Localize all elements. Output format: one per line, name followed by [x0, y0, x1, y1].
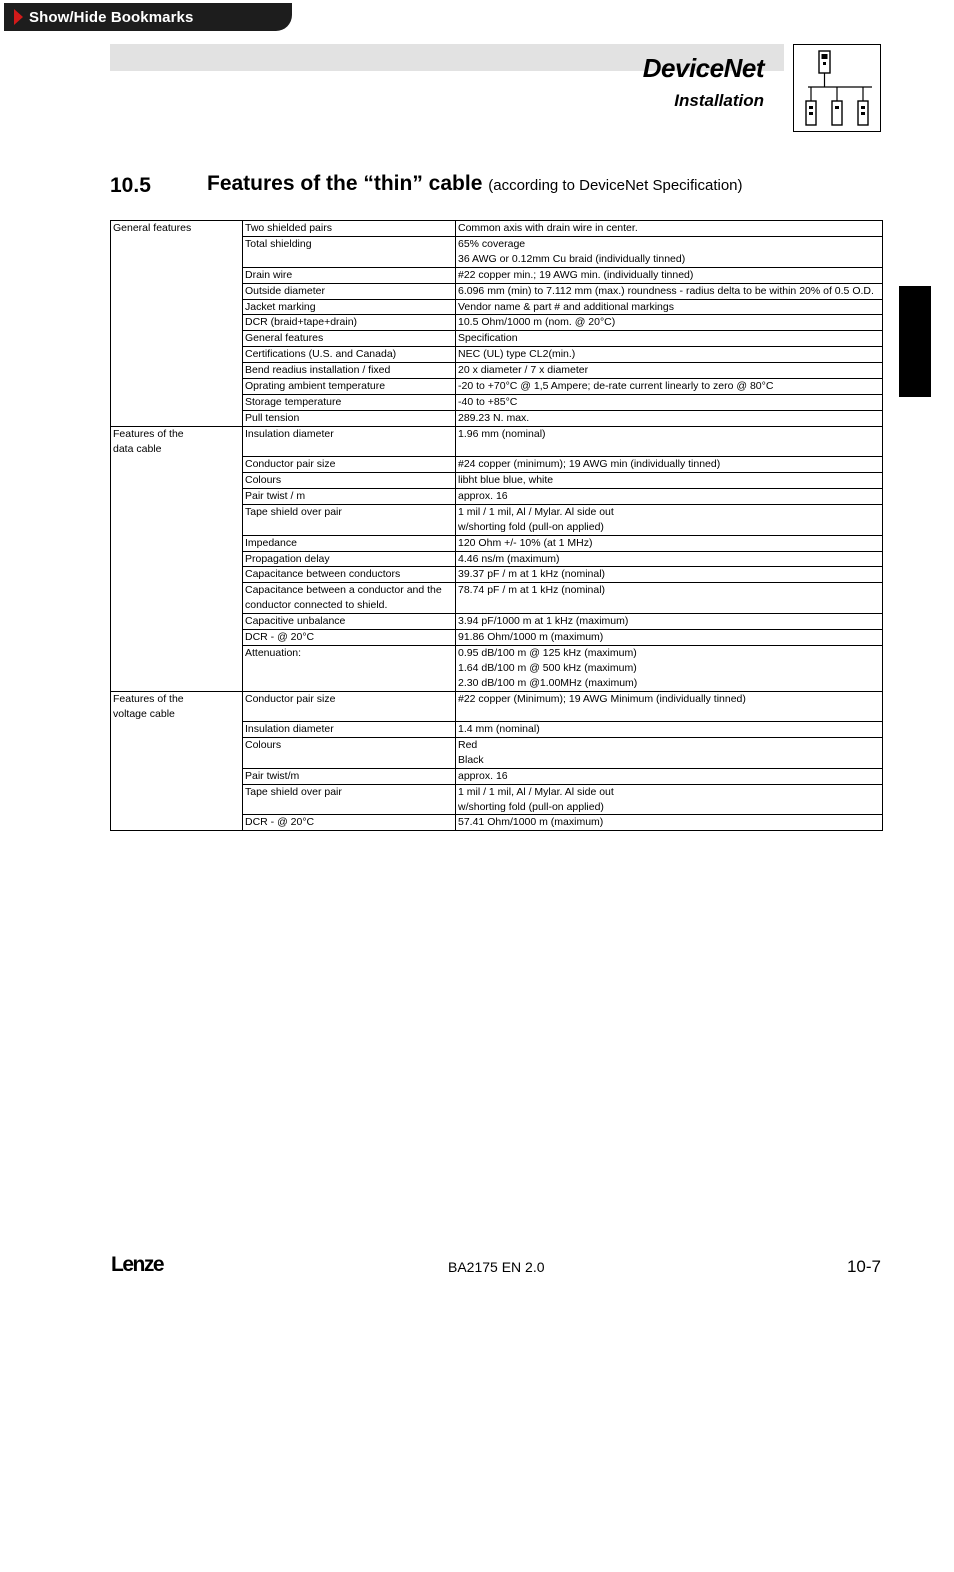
value-cell: approx. 16 [456, 488, 883, 504]
group-label-spacer [111, 473, 243, 489]
table-row [111, 299, 883, 315]
table-row [111, 768, 883, 784]
value-cell: approx. 16 [456, 768, 883, 784]
cable-features-table [110, 220, 883, 831]
feature-cell: Certifications (U.S. and Canada) [243, 347, 456, 363]
table-row [111, 504, 883, 535]
feature-cell: Two shielded pairs [243, 221, 456, 237]
section-subtitle: (according to DeviceNet Specification) [488, 177, 743, 194]
value-cell: 65% coverage 36 AWG or 0.12mm Cu braid (individually tinned) [456, 236, 883, 267]
group-label-spacer [111, 267, 243, 283]
group-label-spacer [111, 768, 243, 784]
group-label-spacer [111, 630, 243, 646]
table-row [111, 691, 883, 721]
group-label-spacer [111, 457, 243, 473]
value-cell: #22 copper min.; 19 AWG min. (individually tinned) [456, 267, 883, 283]
header-subtitle: Installation [674, 91, 764, 110]
table-row [111, 379, 883, 395]
group-label-spacer [111, 583, 243, 614]
devicenet-network-icon [793, 44, 881, 132]
value-cell: Red Black [456, 737, 883, 768]
table-row [111, 410, 883, 426]
section-title: Features of the “thin” cable [207, 172, 483, 195]
value-cell: -20 to +70°C @ 1,5 Ampere; de-rate current linearly to zero @ 80°C [456, 379, 883, 395]
group-label-spacer [111, 645, 243, 691]
group-label-spacer [111, 722, 243, 738]
value-cell: 78.74 pF / m at 1 kHz (nominal) [456, 583, 883, 614]
group-label-spacer [111, 299, 243, 315]
value-cell: 39.37 pF / m at 1 kHz (nominal) [456, 567, 883, 583]
group-label-spacer [111, 347, 243, 363]
feature-cell: Colours [243, 473, 456, 489]
table-row [111, 737, 883, 768]
value-cell: 1 mil / 1 mil, Al / Mylar. Al side out w/shorting fold (pull-on applied) [456, 504, 883, 535]
table-row [111, 221, 883, 237]
feature-cell: Oprating ambient temperature [243, 379, 456, 395]
table-row [111, 426, 883, 456]
table-row [111, 551, 883, 567]
value-cell: 10.5 Ohm/1000 m (nom. @ 20°C) [456, 315, 883, 331]
header-title: DeviceNet [642, 53, 764, 83]
value-cell: 289.23 N. max. [456, 410, 883, 426]
feature-cell: Attenuation: [243, 645, 456, 691]
table-row [111, 347, 883, 363]
feature-cell: Tape shield over pair [243, 504, 456, 535]
feature-cell: Capacitance between a conductor and the conductor connected to shield. [243, 583, 456, 614]
chapter-tab-marker [899, 286, 931, 397]
table-row [111, 315, 883, 331]
table-row [111, 722, 883, 738]
feature-cell: Pair twist / m [243, 488, 456, 504]
feature-cell: Insulation diameter [243, 722, 456, 738]
table-row [111, 784, 883, 815]
value-cell: 0.95 dB/100 m @ 125 kHz (maximum) 1.64 dB/100 m @ 500 kHz (maximum) 2.30 dB/100 m @1.00MHz (maximum) [456, 645, 883, 691]
feature-cell: Drain wire [243, 267, 456, 283]
feature-cell: Jacket marking [243, 299, 456, 315]
group-label-spacer [111, 614, 243, 630]
value-cell: 1 mil / 1 mil, Al / Mylar. Al side out w/shorting fold (pull-on applied) [456, 784, 883, 815]
table-row [111, 815, 883, 831]
feature-cell: Pull tension [243, 410, 456, 426]
table-row [111, 457, 883, 473]
feature-cell: Total shielding [243, 236, 456, 267]
value-cell: 57.41 Ohm/1000 m (maximum) [456, 815, 883, 831]
group-label-spacer [111, 363, 243, 379]
feature-cell: Colours [243, 737, 456, 768]
value-cell: 20 x diameter / 7 x diameter [456, 363, 883, 379]
group-label-spacer [111, 488, 243, 504]
feature-cell: Tape shield over pair [243, 784, 456, 815]
group-label-spacer [111, 815, 243, 831]
table-row [111, 614, 883, 630]
value-cell: libht blue blue, white [456, 473, 883, 489]
feature-cell: Storage temperature [243, 394, 456, 410]
group-label-spacer [111, 551, 243, 567]
group-label-spacer [111, 331, 243, 347]
feature-cell: DCR - @ 20°C [243, 630, 456, 646]
page-number: 10-7 [846, 1257, 881, 1276]
group-label-spacer [111, 410, 243, 426]
show-hide-bookmarks-button[interactable] [4, 3, 292, 31]
group-label-spacer [111, 504, 243, 535]
group-label-spacer [111, 283, 243, 299]
section-heading [207, 172, 743, 196]
feature-cell: Conductor pair size [243, 691, 456, 721]
table-row [111, 645, 883, 691]
value-cell: 120 Ohm +/- 10% (at 1 MHz) [456, 535, 883, 551]
table-row [111, 331, 883, 347]
value-cell: Common axis with drain wire in center. [456, 221, 883, 237]
group-label-spacer [111, 236, 243, 267]
value-cell: 91.86 Ohm/1000 m (maximum) [456, 630, 883, 646]
value-cell: -40 to +85°C [456, 394, 883, 410]
value-cell: 1.4 mm (nominal) [456, 722, 883, 738]
value-cell: #24 copper (minimum); 19 AWG min (individually tinned) [456, 457, 883, 473]
value-cell: 6.096 mm (min) to 7.112 mm (max.) roundness - radius delta to be within 20% of 0.5 O.D. [456, 283, 883, 299]
value-cell: #22 copper (Minimum); 19 AWG Minimum (individually tinned) [456, 691, 883, 721]
table-row [111, 473, 883, 489]
group-label: Features of the voltage cable [111, 691, 243, 721]
table-row [111, 488, 883, 504]
group-label-spacer [111, 379, 243, 395]
feature-cell: Pair twist/m [243, 768, 456, 784]
feature-cell: Impedance [243, 535, 456, 551]
group-label: Features of the data cable [111, 426, 243, 456]
group-label-spacer [111, 784, 243, 815]
table-row [111, 283, 883, 299]
red-triangle-icon [14, 9, 23, 25]
value-cell: 4.46 ns/m (maximum) [456, 551, 883, 567]
feature-cell: Conductor pair size [243, 457, 456, 473]
table-row [111, 567, 883, 583]
value-cell: 3.94 pF/1000 m at 1 kHz (maximum) [456, 614, 883, 630]
feature-cell: DCR (braid+tape+drain) [243, 315, 456, 331]
document-id: BA2175 EN 2.0 [448, 1259, 545, 1275]
cable-features-table-body [111, 221, 883, 831]
group-label-spacer [111, 315, 243, 331]
feature-cell: Capacitance between conductors [243, 567, 456, 583]
table-row [111, 394, 883, 410]
feature-cell: Capacitive unbalance [243, 614, 456, 630]
table-row [111, 363, 883, 379]
lenze-logo: Lenze [111, 1253, 164, 1276]
table-row [111, 583, 883, 614]
feature-cell: Insulation diameter [243, 426, 456, 456]
feature-cell: General features [243, 331, 456, 347]
group-label-spacer [111, 535, 243, 551]
feature-cell: DCR - @ 20°C [243, 815, 456, 831]
group-label-spacer [111, 394, 243, 410]
group-label: General features [111, 221, 243, 237]
value-cell: Specification [456, 331, 883, 347]
table-row [111, 630, 883, 646]
group-label-spacer [111, 567, 243, 583]
table-row [111, 535, 883, 551]
table-row [111, 267, 883, 283]
table-row [111, 236, 883, 267]
value-cell: 1.96 mm (nominal) [456, 426, 883, 456]
value-cell: NEC (UL) type CL2(min.) [456, 347, 883, 363]
feature-cell: Outside diameter [243, 283, 456, 299]
value-cell: Vendor name & part # and additional markings [456, 299, 883, 315]
feature-cell: Propagation delay [243, 551, 456, 567]
bookmarks-button-label: Show/Hide Bookmarks [29, 8, 194, 26]
feature-cell: Bend readius installation / fixed [243, 363, 456, 379]
group-label-spacer [111, 737, 243, 768]
section-number: 10.5 [110, 174, 151, 197]
